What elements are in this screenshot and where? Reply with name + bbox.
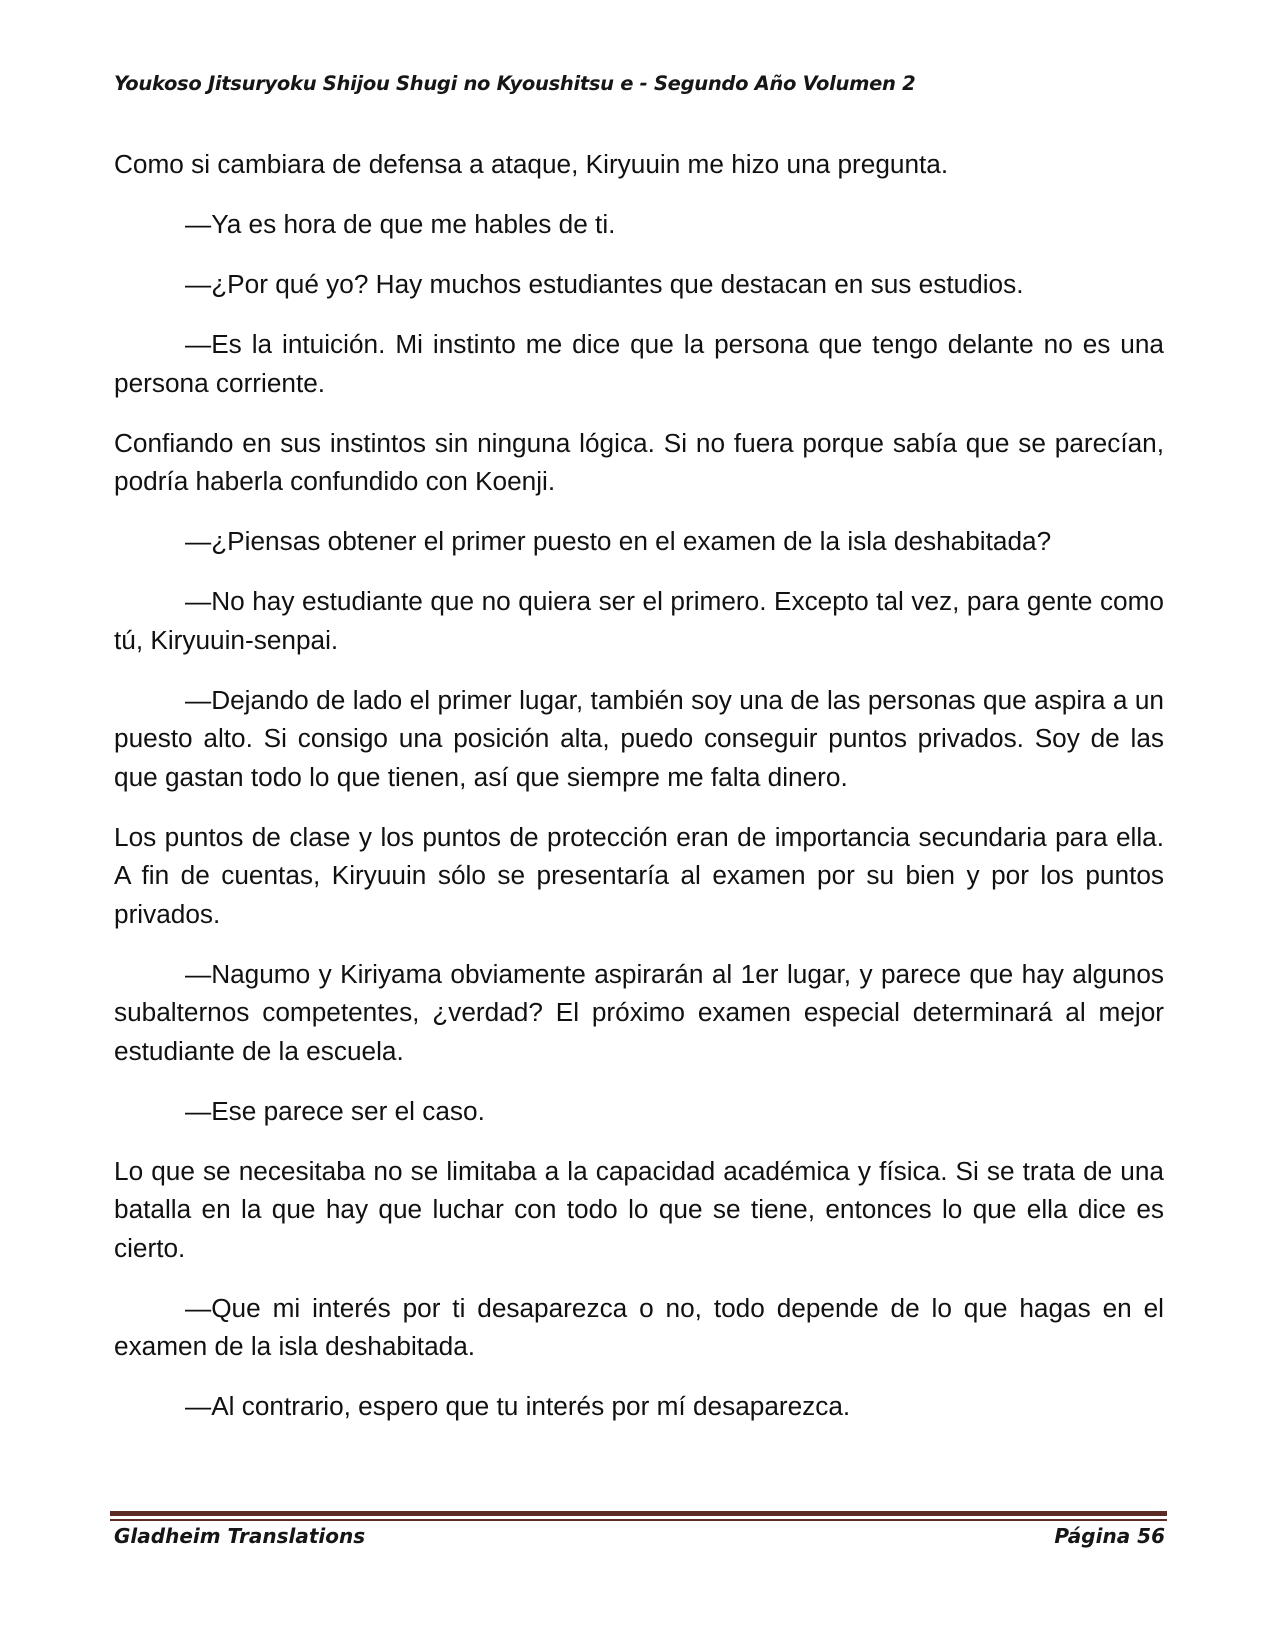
page-number: Página 56 [1054,1524,1165,1548]
narration-paragraph: Los puntos de clase y los puntos de protección eran de importancia secundaria para ella. A fin de cuentas, Kiryuuin sólo se presentaría al examen por su bien y por los puntos privados. [114,821,1164,929]
dialogue-paragraph: —Nagumo y Kiriyama obviamente aspirarán al 1er lugar, y parece que hay algunos subalternos competentes, ¿verdad? El próximo examen especial determinará al mejor estudiante de la escuela. [114,958,1164,1066]
dialogue-paragraph: —¿Piensas obtener el primer puesto en el examen de la isla deshabitada? [185,526,1052,556]
dialogue-paragraph: —Que mi interés por ti desaparezca o no, todo depende de lo que hagas en el examen de la isla deshabitada. [114,1292,1164,1361]
dialogue-paragraph: —No hay estudiante que no quiera ser el primero. Excepto tal vez, para gente como tú, Kiryuuin-senpai. [114,586,1164,655]
dialogue-paragraph: —Es la intuición. Mi instinto me dice que la persona que tengo delante no es una persona corriente. [114,329,1164,398]
dialogue-paragraph: —Ya es hora de que me hables de ti. [185,209,616,239]
dialogue-paragraph: —Dejando de lado el primer lugar, también soy una de las personas que aspira a un puesto alto. Si consigo una posición alta, puedo conseguir puntos privados. Soy de las que gastan todo lo que tienen, así que siempre me falta dinero. [114,684,1164,792]
narration-paragraph: Como si cambiara de defensa a ataque, Kiryuuin me hizo una pregunta. [114,149,949,179]
narration-paragraph: Lo que se necesitaba no se limitaba a la capacidad académica y física. Si se trata de una batalla en la que hay que luchar con todo lo que se tiene, entonces lo que ella dice es cierto. [114,1155,1164,1263]
page-body [114,145,1164,1447]
dialogue-paragraph: —¿Por qué yo? Hay muchos estudiantes que destacan en sus estudios. [185,269,1024,299]
footer-credit: Gladheim Translations [114,1524,366,1548]
narration-paragraph: Confiando en sus instintos sin ninguna lógica. Si no fuera porque sabía que se parecían, podría haberla confundido con Koenji. [114,427,1164,496]
header-title: Youkoso Jitsuryoku Shijou Shugi no Kyoushitsu e - Segundo Año Volumen 2 [114,72,916,95]
dialogue-paragraph: —Al contrario, espero que tu interés por mí desaparezca. [185,1391,851,1421]
footer-divider-thick [110,1511,1167,1516]
footer-divider-thin [110,1519,1167,1521]
dialogue-paragraph: —Ese parece ser el caso. [185,1095,485,1126]
